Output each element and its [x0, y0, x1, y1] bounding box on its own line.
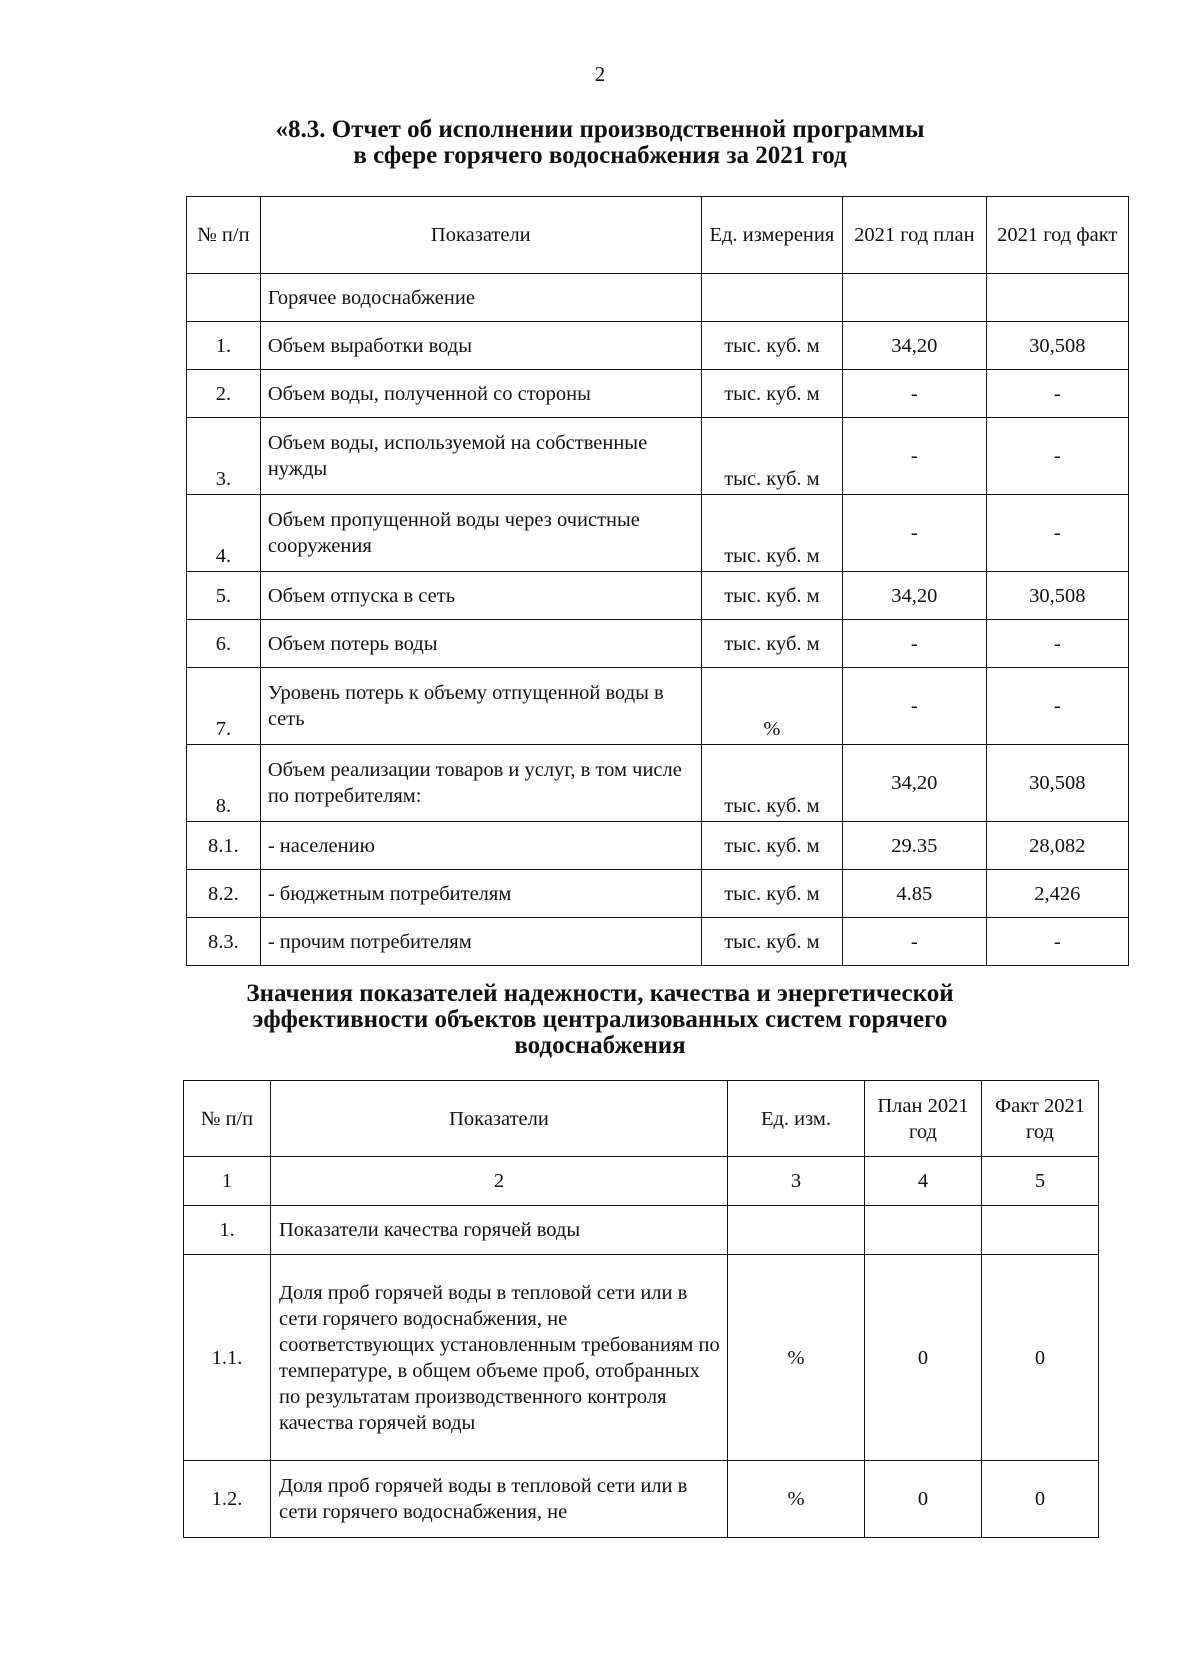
- row-indicator: Объем пропущенной воды через очистные сооружения: [260, 495, 701, 572]
- row-fact: -: [986, 918, 1128, 966]
- table-cell: [843, 274, 986, 322]
- row-fact: 30,508: [986, 745, 1128, 822]
- table-row: [187, 918, 1129, 966]
- header-plan: 2021 год план: [843, 197, 986, 274]
- row-unit: тыс. куб. м: [701, 745, 842, 822]
- row-fact: -: [986, 370, 1128, 418]
- row-plan: -: [843, 370, 986, 418]
- row-unit: %: [728, 1255, 865, 1461]
- reliability-title-line: Значения показателей надежности, качества и энергетической: [246, 980, 954, 1007]
- table-row: [187, 668, 1129, 745]
- row-plan: 29.35: [843, 822, 986, 870]
- row-fact: 30,508: [986, 322, 1128, 370]
- header-fact: 2021 год факт: [986, 197, 1128, 274]
- row-num: 1.: [187, 322, 261, 370]
- row-fact: -: [986, 418, 1128, 495]
- row-num: 6.: [187, 620, 261, 668]
- row-unit: тыс. куб. м: [701, 418, 842, 495]
- column-number: 2: [271, 1157, 728, 1206]
- row-plan: -: [843, 620, 986, 668]
- row-indicator: Объем отпуска в сеть: [260, 572, 701, 620]
- table-row: [187, 745, 1129, 822]
- row-indicator: Объем воды, используемой на собственные нужды: [260, 418, 701, 495]
- row-plan: 0: [865, 1461, 982, 1538]
- table-header-row: [187, 197, 1129, 274]
- row-unit: тыс. куб. м: [701, 822, 842, 870]
- table-cell: [187, 274, 261, 322]
- table-row: [187, 572, 1129, 620]
- table-cell: [701, 274, 842, 322]
- row-unit: тыс. куб. м: [701, 495, 842, 572]
- row-num: 8.2.: [187, 870, 261, 918]
- header-num: № п/п: [187, 197, 261, 274]
- table-row: [187, 370, 1129, 418]
- reliability-title: [0, 981, 1200, 1059]
- row-unit: тыс. куб. м: [701, 370, 842, 418]
- table-row: [187, 620, 1129, 668]
- column-number-row: [184, 1157, 1099, 1206]
- row-plan: 4.85: [843, 870, 986, 918]
- reliability-title-line: водоснабжения: [514, 1032, 686, 1059]
- row-indicator: Доля проб горячей воды в тепловой сети или в сети горячего водоснабжения, не соответствующих установленным требованиям по температуре, в общем объеме проб, отобранных по результатам производственного контроля качества горячей воды: [271, 1255, 728, 1461]
- header-fact: Факт 2021 год: [982, 1081, 1099, 1157]
- row-indicator: - бюджетным потребителям: [260, 870, 701, 918]
- column-number: 3: [728, 1157, 865, 1206]
- row-plan: [865, 1206, 982, 1255]
- column-number: 1: [184, 1157, 271, 1206]
- table-row: [187, 822, 1129, 870]
- header-plan: План 2021 год: [865, 1081, 982, 1157]
- row-plan: 34,20: [843, 745, 986, 822]
- row-unit: тыс. куб. м: [701, 918, 842, 966]
- row-unit: тыс. куб. м: [701, 572, 842, 620]
- row-num: 1.2.: [184, 1461, 271, 1538]
- table-header-row: [184, 1081, 1099, 1157]
- row-num: 3.: [187, 418, 261, 495]
- row-unit: %: [728, 1461, 865, 1538]
- column-number: 4: [865, 1157, 982, 1206]
- row-num: 7.: [187, 668, 261, 745]
- row-fact: -: [986, 620, 1128, 668]
- page-number: 2: [594, 62, 606, 86]
- row-num: 4.: [187, 495, 261, 572]
- column-number: 5: [982, 1157, 1099, 1206]
- section-label: Горячее водоснабжение: [260, 274, 701, 322]
- table-row: [184, 1461, 1099, 1538]
- table-row: [184, 1255, 1099, 1461]
- report-title-line: в сфере горячего водоснабжения за 2021 год: [353, 142, 847, 169]
- row-unit: тыс. куб. м: [701, 322, 842, 370]
- row-unit: тыс. куб. м: [701, 620, 842, 668]
- table-row: [187, 870, 1129, 918]
- row-indicator: Объем реализации товаров и услуг, в том числе по потребителям:: [260, 745, 701, 822]
- report-title: [0, 117, 1200, 169]
- row-indicator: Показатели качества горячей воды: [271, 1206, 728, 1255]
- row-num: 1.1.: [184, 1255, 271, 1461]
- row-plan: -: [843, 918, 986, 966]
- row-num: 8.: [187, 745, 261, 822]
- row-indicator: - населению: [260, 822, 701, 870]
- row-plan: -: [843, 418, 986, 495]
- table-row: [187, 322, 1129, 370]
- row-num: 5.: [187, 572, 261, 620]
- row-num: 1.: [184, 1206, 271, 1255]
- header-indicator: Показатели: [271, 1081, 728, 1157]
- row-plan: -: [843, 495, 986, 572]
- row-indicator: Объем потерь воды: [260, 620, 701, 668]
- table-row: [184, 1206, 1099, 1255]
- row-indicator: Объем воды, полученной со стороны: [260, 370, 701, 418]
- row-plan: 0: [865, 1255, 982, 1461]
- header-num: № п/п: [184, 1081, 271, 1157]
- row-num: 8.3.: [187, 918, 261, 966]
- header-unit: Ед. изм.: [728, 1081, 865, 1157]
- row-plan: 34,20: [843, 572, 986, 620]
- row-fact: 28,082: [986, 822, 1128, 870]
- row-indicator: Доля проб горячей воды в тепловой сети или в сети горячего водоснабжения, не: [271, 1461, 728, 1538]
- section-row: [187, 274, 1129, 322]
- row-fact: -: [986, 668, 1128, 745]
- row-fact: [982, 1206, 1099, 1255]
- row-fact: -: [986, 495, 1128, 572]
- row-num: 2.: [187, 370, 261, 418]
- row-num: 8.1.: [187, 822, 261, 870]
- row-unit: тыс. куб. м: [701, 870, 842, 918]
- row-plan: 34,20: [843, 322, 986, 370]
- row-indicator: Уровень потерь к объему отпущенной воды в сеть: [260, 668, 701, 745]
- row-unit: %: [701, 668, 842, 745]
- row-unit: [728, 1206, 865, 1255]
- row-indicator: Объем выработки воды: [260, 322, 701, 370]
- row-fact: 0: [982, 1461, 1099, 1538]
- table-row: [187, 418, 1129, 495]
- reliability-table: [183, 1080, 1099, 1538]
- report-title-line: «8.3. Отчет об исполнении производственной программы: [275, 116, 925, 143]
- row-fact: 30,508: [986, 572, 1128, 620]
- row-fact: 0: [982, 1255, 1099, 1461]
- header-unit: Ед. измерения: [701, 197, 842, 274]
- header-indicator: Показатели: [260, 197, 701, 274]
- reliability-title-line: эффективности объектов централизованных систем горячего: [252, 1006, 948, 1033]
- production-program-table: [186, 196, 1129, 966]
- row-fact: 2,426: [986, 870, 1128, 918]
- table-cell: [986, 274, 1128, 322]
- row-indicator: - прочим потребителям: [260, 918, 701, 966]
- table-row: [187, 495, 1129, 572]
- row-plan: -: [843, 668, 986, 745]
